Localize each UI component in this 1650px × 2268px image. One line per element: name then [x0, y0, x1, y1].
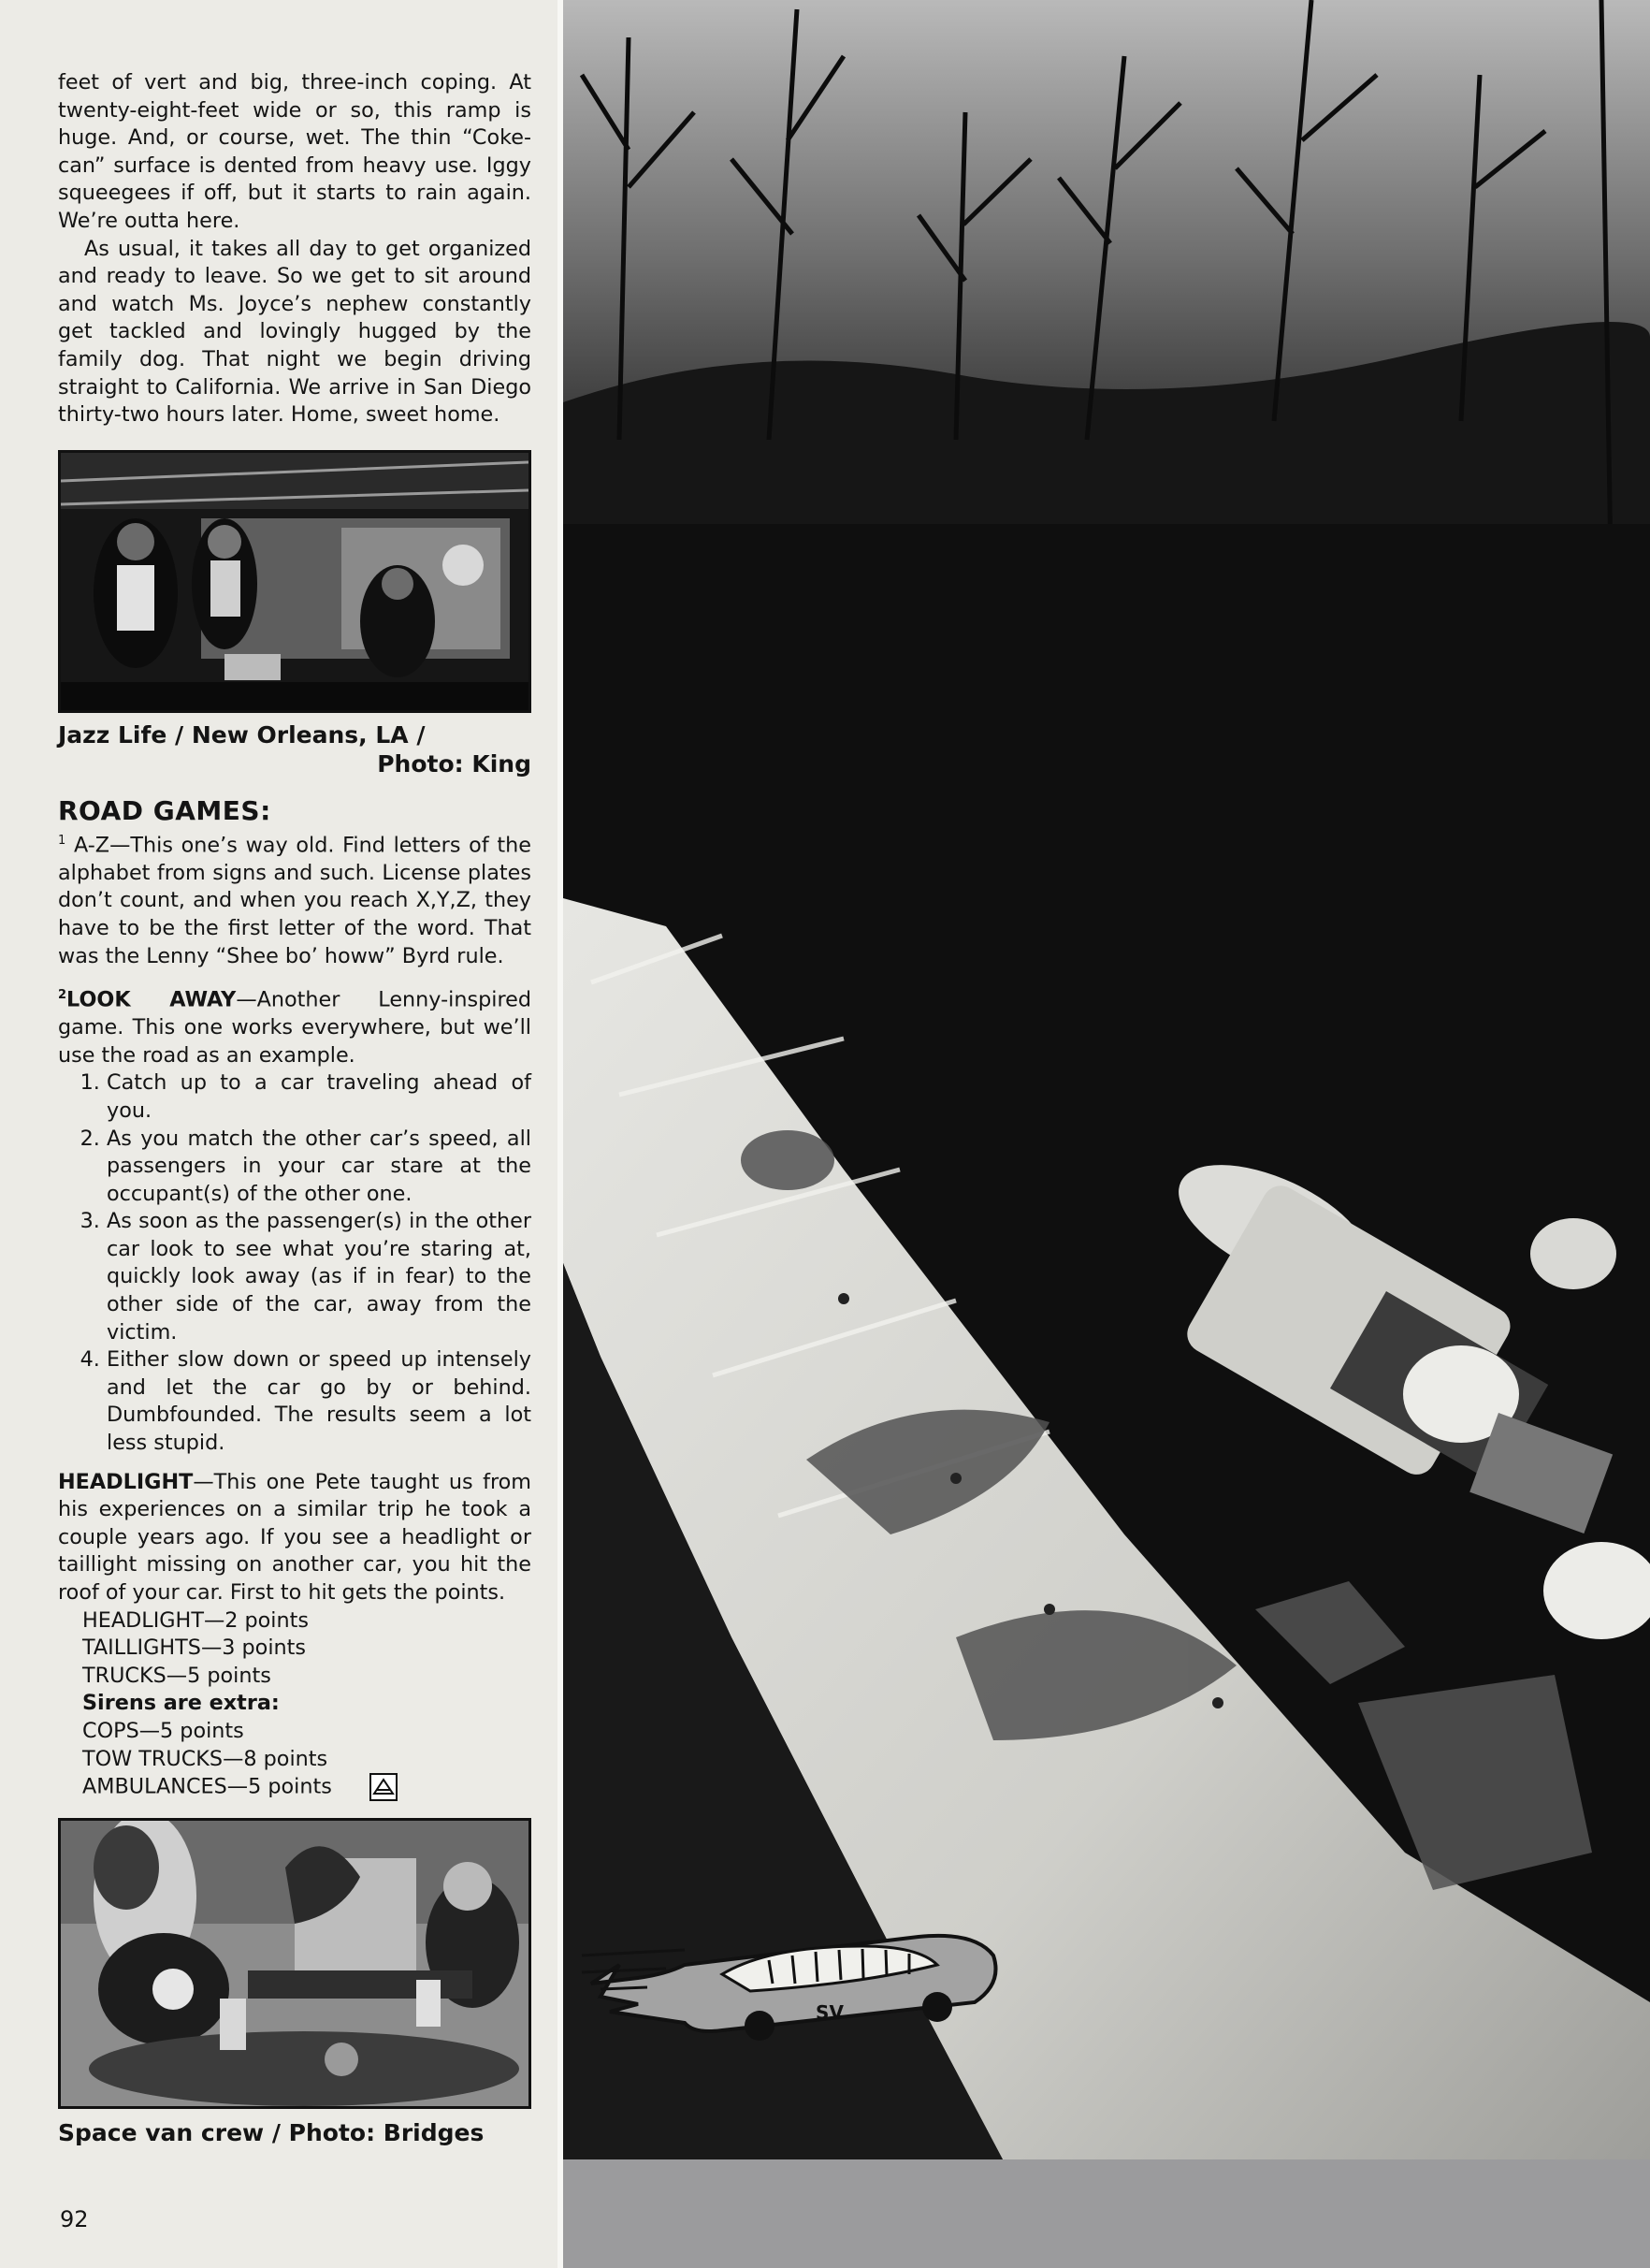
page-footer-bar [563, 2159, 1650, 2268]
step-item: 1. Catch up to a car traveling ahead of you. [107, 1069, 531, 1125]
step-item: 4. Either slow down or speed up intensely and let the car go by or behind. Dumbfounded. The results seem a lot less stupid. [107, 1346, 531, 1457]
game1-number: 1 [58, 833, 66, 848]
points-item: TAILLIGHTS—3 points [82, 1636, 307, 1661]
points-item: TOW TRUCKS—8 points [82, 1746, 328, 1771]
points-item: TRUCKS—5 points [82, 1663, 271, 1688]
step-item: 3. As soon as the passenger(s) in the other car look to see what you’re staring at, quickly look away (as if in fear) to the other side of the car, away from the victim. [107, 1208, 531, 1346]
game2-number: 2 [58, 988, 67, 1003]
game2-text: —Another Lenny-inspired game. This one works everywhere, but we’ll use the road as an example. [58, 987, 531, 1068]
caption-line-2: Photo: King [377, 749, 531, 778]
game3-title: HEADLIGHT [58, 1469, 194, 1494]
end-mark-icon [369, 1773, 398, 1801]
points-item: AMBULANCES—5 points [82, 1774, 332, 1799]
game1-text: A-Z—This one’s way old. Find letters of the alphabet from signs and such. License plates don’t count, and when you reach X,Y,Z, they have to be the first letter of the word. That was the Lenny “Shee bo’ howw” Byrd rule. [58, 833, 531, 968]
skate-ramp-photo [563, 0, 1650, 2159]
game-headlight [58, 1469, 531, 1607]
page-number: 92 [60, 2206, 89, 2232]
step-item: 2. As you match the other car’s speed, all passengers in your car stare at the occupant(s) of the other one. [107, 1126, 531, 1209]
points-list [58, 1607, 531, 1802]
sirens-label: Sirens are extra: [82, 1691, 280, 1716]
game-look-away [58, 981, 531, 1069]
text-column [58, 69, 531, 2147]
points-item: COPS—5 points [82, 1718, 244, 1743]
van-logo-text: SV [816, 2001, 844, 2024]
jazz-life-caption [58, 720, 531, 778]
look-away-steps [58, 1069, 531, 1457]
game3-text: —This one Pete taught us from his experiences on a similar trip he took a couple years ago. If you see a headlight or taillight missing on another car, you hit the roof of your car. First to hit gets the points. [58, 1469, 531, 1605]
space-van-crew-photo [58, 1818, 531, 2109]
article-paragraph-1: feet of vert and big, three-inch coping. At twenty-eight-feet wide or so, this ramp is huge. And, or course, wet. The thin “Coke-can” surface is dented from heavy use. Iggy squeegees if off, but it starts to rain again. We’re outta here. [58, 70, 531, 233]
end-line [82, 1773, 531, 1801]
caption-line-1: Jazz Life / New Orleans, LA / [58, 720, 426, 749]
game2-title: LOOK AWAY [66, 987, 237, 1012]
jazz-life-photo [58, 450, 531, 713]
road-games-heading: ROAD GAMES: [58, 794, 271, 826]
game-a-z [58, 827, 531, 970]
points-item: HEADLIGHT—2 points [82, 1607, 309, 1633]
space-van-caption: Space van crew / Photo: Bridges [58, 2119, 485, 2147]
article-paragraph-2: As usual, it takes all day to get organized and ready to leave. So we get to sit around and watch Ms. Joyce’s nephew constantly get tackled and lovingly hugged by the family dog. That night we begin driving straight to California. We arrive in San Diego thirty-two hours later. Home, sweet home. [58, 236, 531, 428]
